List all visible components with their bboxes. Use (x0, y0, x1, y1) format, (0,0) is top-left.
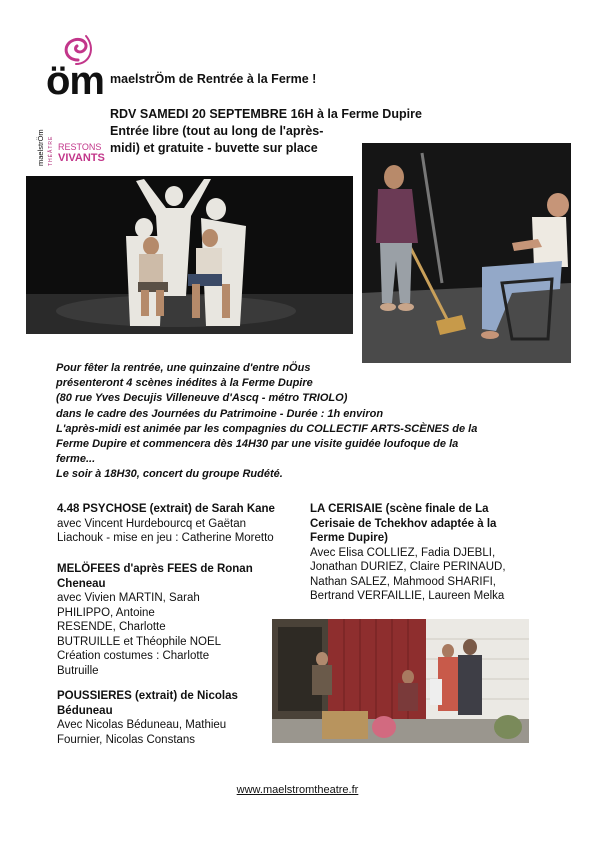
photo-poussieres-stage (362, 143, 571, 363)
logo-restons: RESTONS (58, 142, 102, 152)
page-title: maelstrÖm de Rentrée à la Ferme ! (110, 72, 317, 86)
program-title: 4.48 PSYCHOSE (extrait) de Sarah Kane (57, 503, 275, 515)
program-cast: Liachouk - mise en jeu : Catherine Moretto (57, 532, 274, 544)
program-cast: PHILIPPO, Antoine (57, 606, 155, 619)
program-cast: Jonathan DURIEZ, Claire PERINAUD, (310, 561, 506, 573)
program-cast: Avec Elisa COLLIEZ, Fadia DJEBLI, (310, 546, 496, 559)
rdv-line: midi) et gratuite - buvette sur place (110, 141, 318, 155)
program-title: Béduneau (57, 704, 113, 717)
intro-line: L'après-midi est animée par les compagnies du COLLECTIF ARTS-SCÈNES de la (56, 422, 478, 435)
program-title: Cerisaie de Tchekhov adaptée à la (310, 517, 497, 530)
intro-line: Ferme Dupire et commencera dès 14H30 par une visite guidée loufoque de la (56, 438, 459, 451)
maelstrom-logo (36, 30, 105, 170)
program-cast: Création costumes : Charlotte (57, 650, 210, 662)
photo-melofees-stage (26, 176, 353, 334)
program-cast: BUTRUILLE et Théophile NOEL (57, 635, 222, 648)
intro-line: ferme... (56, 453, 96, 466)
intro-line: (80 rue Yves Decujis Villeneuve d'Ascq - métro TRIOLO) (56, 392, 348, 405)
program-title: Ferme Dupire) (310, 532, 388, 544)
program-title: Cheneau (57, 577, 106, 590)
program-cast: Avec Nicolas Béduneau, Mathieu (57, 719, 227, 731)
intro-line: Pour fêter la rentrée, une quinzaine d'entre nÖus (56, 362, 311, 374)
rdv-line: Entrée libre (tout au long de l'après- (110, 124, 324, 138)
program-cast: avec Vincent Hurdebourcq et Gaëtan (57, 517, 247, 530)
intro-line: Le soir à 18H30, concert du groupe Rudété. (56, 468, 283, 481)
program-psychose (57, 502, 302, 546)
program-title: MELÖFEES d'après FEES de Ronan (57, 563, 253, 575)
program-cast: Fournier, Nicolas Constans (57, 733, 196, 746)
program-melofees (57, 562, 302, 678)
program-cast: avec Vivien MARTIN, Sarah (57, 592, 200, 604)
program-cerisaie (310, 502, 550, 604)
program-cast: Nathan SALEZ, Mahmood SHARIFI, (310, 575, 496, 588)
program-title: POUSSIERES (extrait) de Nicolas (57, 690, 238, 702)
program-cast: Butruille (57, 664, 99, 677)
intro-line: dans le cadre des Journées du Patrimoine - Durée : 1h environ (56, 407, 384, 420)
logo-mark: öm (46, 59, 104, 103)
stage-photo-illustration (26, 176, 353, 334)
intro-text (56, 361, 526, 483)
website-link[interactable]: www.maelstromtheatre.fr (236, 784, 359, 796)
logo-vertical-text: maelstrÖm (36, 129, 45, 166)
intro-line: présenteront 4 scènes inédites à la Ferme Dupire (56, 377, 313, 390)
program-cast: RESENDE, Charlotte (57, 621, 166, 633)
program-poussieres (57, 689, 302, 747)
program-title: LA CERISAIE (scène finale de La (310, 503, 489, 515)
farm-photo-illustration (272, 619, 529, 743)
logo-vertical-small: THÉÂTRE (48, 135, 54, 166)
rdv-line: RDV SAMEDI 20 SEPTEMBRE 16H à la Ferme Dupire (110, 107, 422, 121)
logo-vivants: VIVANTS (58, 152, 105, 164)
program-cast: Bertrand VERFAILLIE, Laureen Melka (310, 590, 505, 602)
photo-cerisaie-farm (272, 619, 529, 743)
stage-photo-illustration (362, 143, 571, 363)
